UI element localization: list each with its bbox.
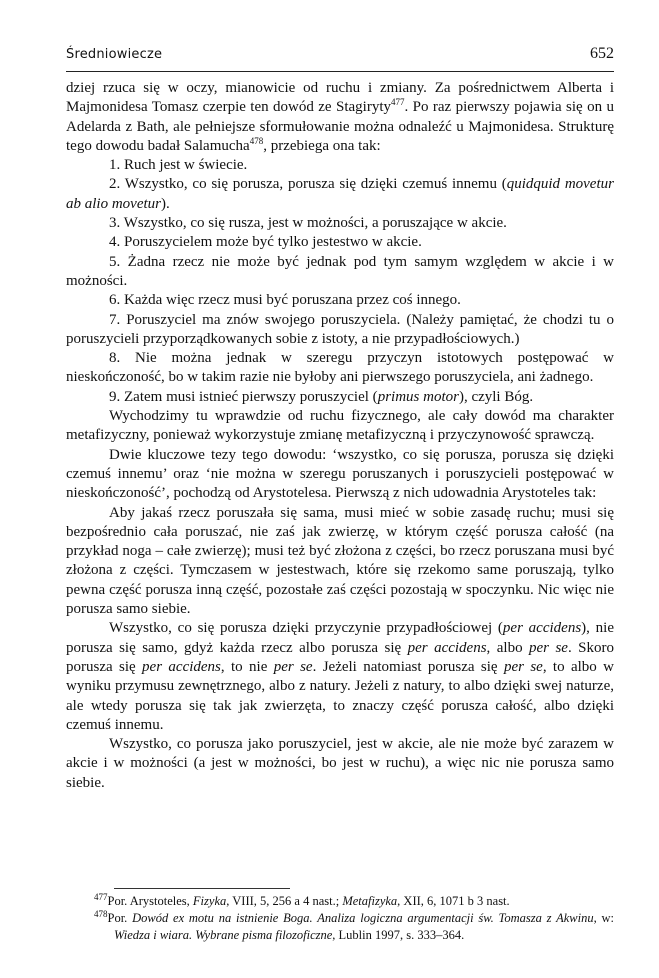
list-item: 9. Zatem musi istnieć pierwszy poruszyciel (primus motor), czyli Bóg. [109, 388, 534, 405]
page-header [66, 47, 614, 69]
footnotes [66, 893, 614, 944]
header-rule [66, 71, 614, 72]
footnote-477: $^{477}$Por. Arystoteles, Fizyka, VIII, 5, 256 a 4 nast.; Metafizyka, XII, 6, 1071 b 3 nast. [94, 891, 510, 908]
list-item: 4. Poruszycielem może być tylko jestestwo w akcie. [109, 234, 422, 251]
page-number: 652 [590, 45, 614, 62]
paragraph-intro: dziej rzuca się w oczy, mianowicie od ruchu i zmiany. Za pośrednictwem Alberta i Majmonidesa Tomasz czerpie ten dowód ze Stagiryty$^{477}$. Po raz pierwszy pojawia się on u Adelarda z Bath, ale pełniejsze sformułowanie można odnaleźć u Majmonidesa. Strukturę tego dowodu badał Salamucha$^{478}$, przebiega ona tak: [66, 80, 614, 154]
quotation: Wszystko, co się porusza dzięki przyczynie przypadłościowej (per accidens), nie porusza się samo, gdyż każda rzecz albo porusza się per accidens, albo per se. Skoro porusza się per accidens, to nie per se. Jeżeli natomiast porusza się per se, to albo w wyniku przymusu zewnętrznego, albo z natury. Jeżeli z natury, to albo dzięki swej naturze, ale wtedy porusza się tak jak zwierzęta, to znaczy część porusza całość, albo dzięki czemuś innemu. [66, 620, 614, 733]
footnote-478: $^{478}$Por. Dowód ex motu na istnienie Boga. Analiza logiczna argumentacji św. Tomasza z Akwinu, w: Wiedza i wiara. Wybrane pisma filozoficzne, Lublin 1997, s. 333–364. [94, 908, 615, 942]
paragraph: Wychodzimy tu wprawdzie od ruchu fizycznego, ale cały dowód ma charakter metafizyczny, ponieważ wykorzystuje zmianę metafizyczną i przyczynowość sprawczą. [66, 408, 614, 444]
list-item: 2. Wszystko, co się porusza, porusza się dzięki czemuś innemu (quidquid movetur ab alio movetur). [66, 176, 614, 212]
footnote-ref-478[interactable]: 478 [249, 135, 264, 146]
main-text [66, 79, 614, 793]
quotation: Aby jakaś rzecz poruszała się sama, musi mieć w sobie zasadę ruchu; musi się bezpośrednio cała poruszać, nie zaś jak zwierzę, w którym część porusza całość (na przykład noga – całe zwierzę); musi też być złożona z części, bo rzecz poruszana musi być złożona z części. Tymczasem w jestestwach, które się rzekomo same poruszają, tylko pewna część porusza inną część, pozostałe zaś części pozostają w spoczynku. Nic więc nie porusza samo siebie. [66, 504, 614, 618]
list-item: 8. Nie można jednak w szeregu przyczyn istotowych postępować w nieskończoność, bo w takim razie nie byłoby ani pierwszego poruszyciela, ani żadnego. [66, 350, 614, 386]
list-item: 5. Żadna rzecz nie może być jednak pod tym samym względem w akcie i w możności. [66, 253, 614, 289]
footnote-rule [114, 888, 290, 889]
quotation: Wszystko, co porusza jako poruszyciel, jest w akcie, ale nie może być zarazem w akcie i w możności (a jest w możności, bo jest w ruchu), a więc nic nie porusza samo siebie. [66, 736, 614, 791]
list-item: 7. Poruszyciel ma znów swojego poruszyciela. (Należy pamiętać, że chodzi tu o poruszycieli przyporządkowanych sobie z istoty, a nie przypadłościowych.) [66, 311, 614, 347]
list-item: 3. Wszystko, co się rusza, jest w możności, a poruszające w akcie. [109, 215, 507, 232]
list-item: 1. Ruch jest w świecie. [109, 157, 248, 174]
footnote-ref-477[interactable]: 477 [390, 97, 405, 108]
paragraph: Dwie kluczowe tezy tego dowodu: ‘wszystko, co się porusza, porusza się dzięki czemuś innemu’ oraz ‘nie można w szeregu poruszanych i poruszycieli postępować w nieskończoność’, pochodzą od Arystotelesa. Pierwszą z nich udowadnia Arystoteles tak: [66, 446, 614, 502]
running-title: Średniowiecze [66, 47, 163, 62]
list-item: 6. Każda więc rzecz musi być poruszana przez coś innego. [109, 292, 461, 309]
